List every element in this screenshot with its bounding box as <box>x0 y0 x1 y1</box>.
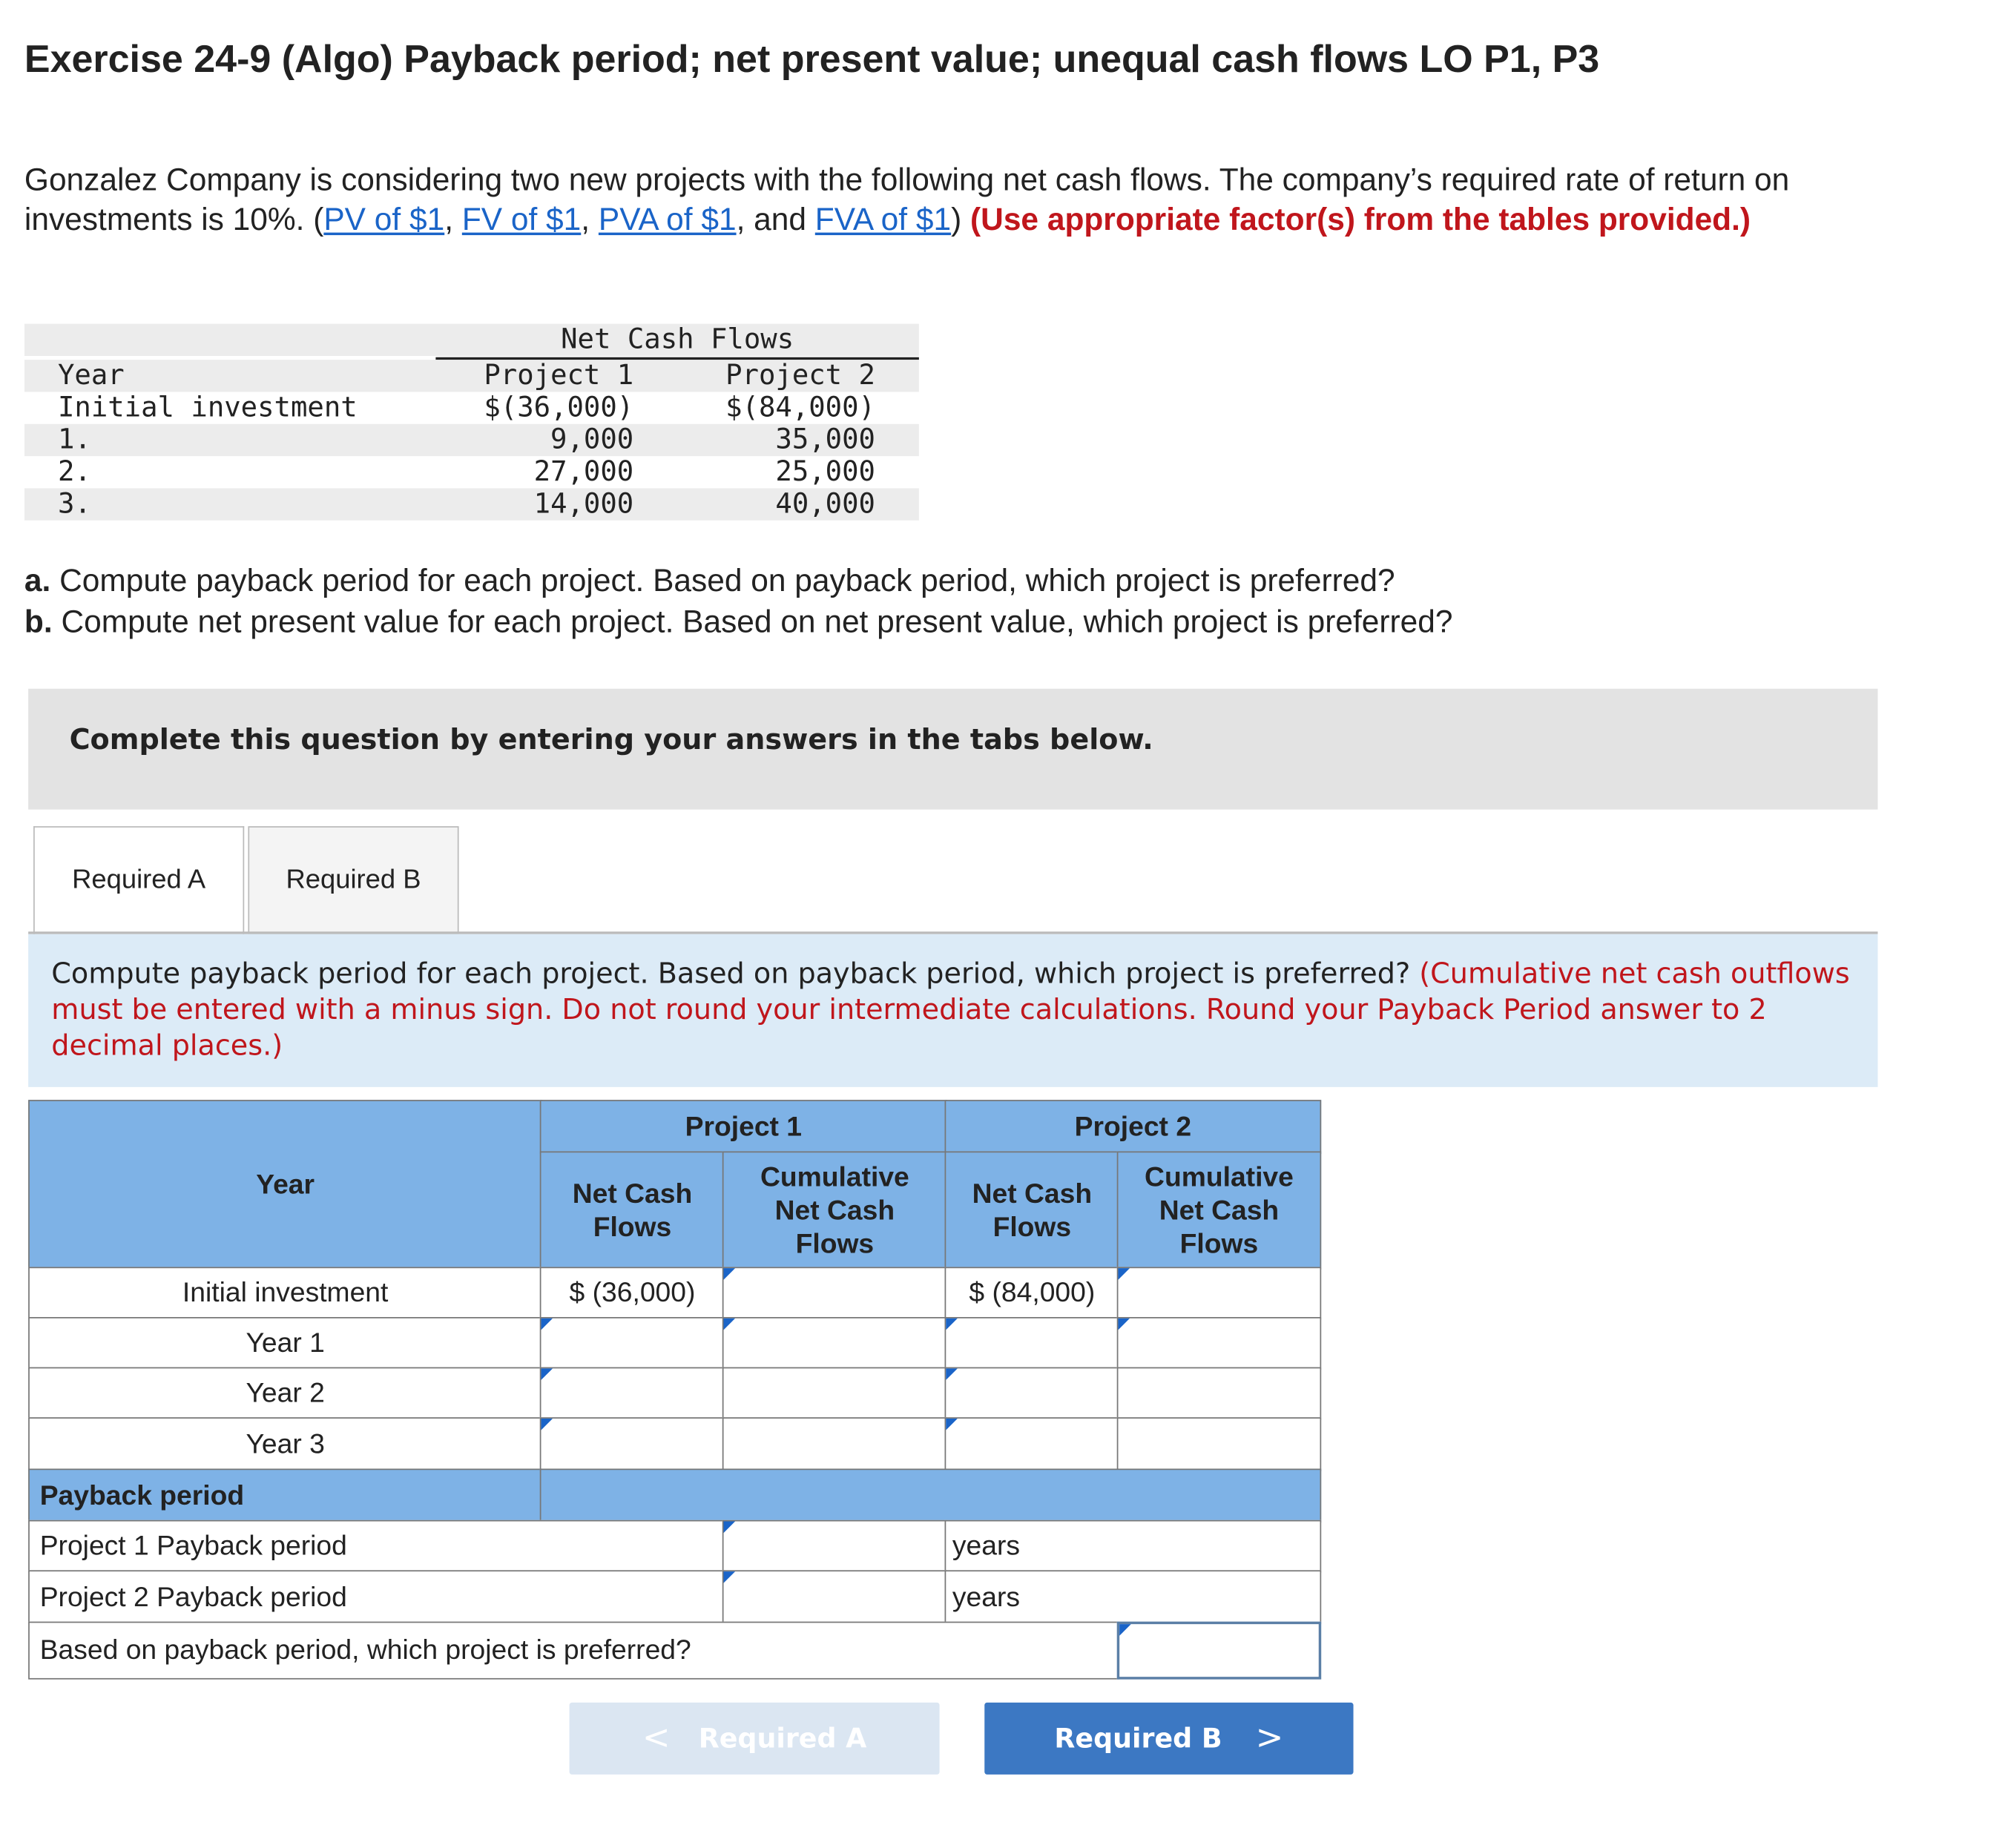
payback-grid <box>28 1100 1321 1679</box>
p2-year2-ncf-input[interactable] <box>945 1367 1120 1420</box>
row-label-year3: Year 3 <box>28 1417 542 1471</box>
next-required-b-button[interactable] <box>984 1703 1353 1775</box>
exercise-title: Exercise 24-9 (Algo) Payback period; net present value; unequal cash flows LO P1, P3 <box>24 38 1600 82</box>
question-b-label: b. <box>24 605 53 640</box>
p2-year3-ncf-input[interactable] <box>945 1417 1120 1471</box>
intro-sep: , <box>444 202 462 238</box>
p2-payback-units: years <box>945 1570 1322 1624</box>
project2-cell: 35,000 <box>775 423 875 457</box>
question-a-label: a. <box>24 564 51 599</box>
p1-year2-cum-cell <box>722 1367 947 1420</box>
table-row <box>24 392 919 423</box>
p1-cumulative-header: Cumulative Net Cash Flows <box>722 1151 947 1269</box>
input-flag-icon <box>541 1368 553 1380</box>
year-column-header: Year <box>28 1100 542 1270</box>
net-cash-flows-header: Net Cash Flows <box>435 324 918 360</box>
project2-cell: $(84,000) <box>725 392 875 424</box>
chevron-right-icon: > <box>1255 1719 1284 1758</box>
input-flag-icon <box>946 1319 958 1330</box>
pva-table-link[interactable]: PVA of $1 <box>598 202 737 238</box>
p2-net-cash-flows-header: Net Cash Flows <box>945 1151 1120 1269</box>
p2-cumulative-header: Cumulative Net Cash Flows <box>1117 1151 1321 1269</box>
next-button-label: Required B <box>1054 1723 1222 1755</box>
fv-table-link[interactable]: FV of $1 <box>461 202 582 238</box>
table-row <box>24 456 919 488</box>
input-flag-icon <box>1119 1624 1131 1636</box>
year-cell: 2. <box>57 456 91 489</box>
input-flag-icon <box>541 1419 553 1430</box>
project2-header: Project 2 <box>945 1100 1322 1154</box>
table-header-row <box>24 324 919 356</box>
intro-sep: , <box>581 202 599 238</box>
input-flag-icon <box>724 1319 736 1330</box>
p2-year3-cum-cell <box>1117 1417 1321 1471</box>
problem-intro <box>24 161 1875 240</box>
p1-cum-initial-input[interactable] <box>722 1267 947 1319</box>
p1-net-cash-flows-header: Net Cash Flows <box>540 1151 725 1269</box>
p2-year1-cum-input[interactable] <box>1117 1317 1321 1370</box>
year-cell: 1. <box>57 423 91 457</box>
year-cell: Initial investment <box>57 392 358 424</box>
p2-year1-ncf-input[interactable] <box>945 1317 1120 1370</box>
tab-required-b[interactable]: Required B <box>248 826 458 934</box>
input-flag-icon <box>724 1268 736 1280</box>
p1-year1-ncf-input[interactable] <box>540 1317 725 1370</box>
project1-cell: 9,000 <box>550 423 634 457</box>
project1-cell: $(36,000) <box>484 392 634 424</box>
input-flag-icon <box>1118 1319 1130 1330</box>
complete-prompt: Complete this question by entering your answers in the tabs below. <box>69 725 1153 757</box>
table-header-row <box>24 360 919 392</box>
row-label-initial: Initial investment <box>28 1267 542 1319</box>
p1-payback-label: Project 1 Payback period <box>28 1520 725 1573</box>
fva-table-link[interactable]: FVA of $1 <box>814 202 952 238</box>
instruction-main: Compute payback period for each project. Based on payback period, which project is preferred? <box>51 958 1420 991</box>
complete-question-banner <box>28 689 1877 810</box>
project1-header: Project 1 <box>484 360 634 392</box>
p2-payback-input[interactable] <box>722 1570 947 1624</box>
preferred-project-select[interactable] <box>1117 1622 1321 1680</box>
project2-cell: 40,000 <box>775 488 875 521</box>
table-row <box>24 424 919 456</box>
table-row <box>24 488 919 520</box>
p2-cum-initial-input[interactable] <box>1117 1267 1321 1319</box>
chevron-left-icon: < <box>642 1719 671 1758</box>
p1-payback-units: years <box>945 1520 1322 1573</box>
intro-sep: , and <box>736 202 815 238</box>
p1-year3-cum-cell <box>722 1417 947 1471</box>
p2-initial-value: $ (84,000) <box>945 1267 1120 1319</box>
row-label-year2: Year 2 <box>28 1367 542 1420</box>
question-b-text: Compute net present value for each project. Based on net present value, which project is preferred? <box>52 605 1453 640</box>
p1-year2-ncf-input[interactable] <box>540 1367 725 1420</box>
intro-text: Gonzalez Company is considering two new projects with the following net cash flows. The company’s required rate of return on investments is 10%. ( <box>24 163 1790 238</box>
payback-period-header: Payback period <box>28 1468 542 1522</box>
year-cell: 3. <box>57 488 91 521</box>
payback-header-fill <box>540 1468 1321 1522</box>
preferred-project-question: Based on payback period, which project is preferred? <box>28 1622 1119 1680</box>
p1-payback-input[interactable] <box>722 1520 947 1573</box>
row-label-year1: Year 1 <box>28 1317 542 1370</box>
pv-table-link[interactable]: PV of $1 <box>323 202 445 238</box>
tab-required-a[interactable]: Required A <box>33 826 244 935</box>
p1-initial-value: $ (36,000) <box>540 1267 725 1319</box>
p2-year2-cum-cell <box>1117 1367 1321 1420</box>
year-header: Year <box>57 360 125 392</box>
input-flag-icon <box>946 1368 958 1380</box>
question-list <box>24 561 1453 644</box>
p1-year1-cum-input[interactable] <box>722 1317 947 1370</box>
input-flag-icon <box>1118 1268 1130 1280</box>
factor-instruction: (Use appropriate factor(s) from the tables provided.) <box>970 202 1751 238</box>
project1-cell: 27,000 <box>533 456 634 489</box>
input-flag-icon <box>724 1522 736 1534</box>
intro-close: ) <box>951 202 971 238</box>
p2-payback-label: Project 2 Payback period <box>28 1570 725 1624</box>
project1-cell: 14,000 <box>533 488 634 521</box>
p1-year3-ncf-input[interactable] <box>540 1417 725 1471</box>
previous-required-a-button[interactable] <box>570 1703 940 1775</box>
instruction-panel <box>28 934 1877 1087</box>
question-a-text: Compute payback period for each project. Based on payback period, which project is preferred? <box>50 564 1395 599</box>
instruction-text <box>51 957 1851 1066</box>
project2-header: Project 2 <box>725 360 875 392</box>
previous-button-label: Required A <box>698 1723 867 1755</box>
input-flag-icon <box>724 1571 736 1583</box>
project1-header: Project 1 <box>540 1100 947 1154</box>
input-flag-icon <box>946 1419 958 1430</box>
project2-cell: 25,000 <box>775 456 875 489</box>
instruction-note: (Cumulative net cash outflows must be entered with a minus sign. Do not round your intermediate calculations. Round your Payback Period answer to 2 decimal places.) <box>51 958 1850 1063</box>
input-flag-icon <box>541 1319 553 1330</box>
